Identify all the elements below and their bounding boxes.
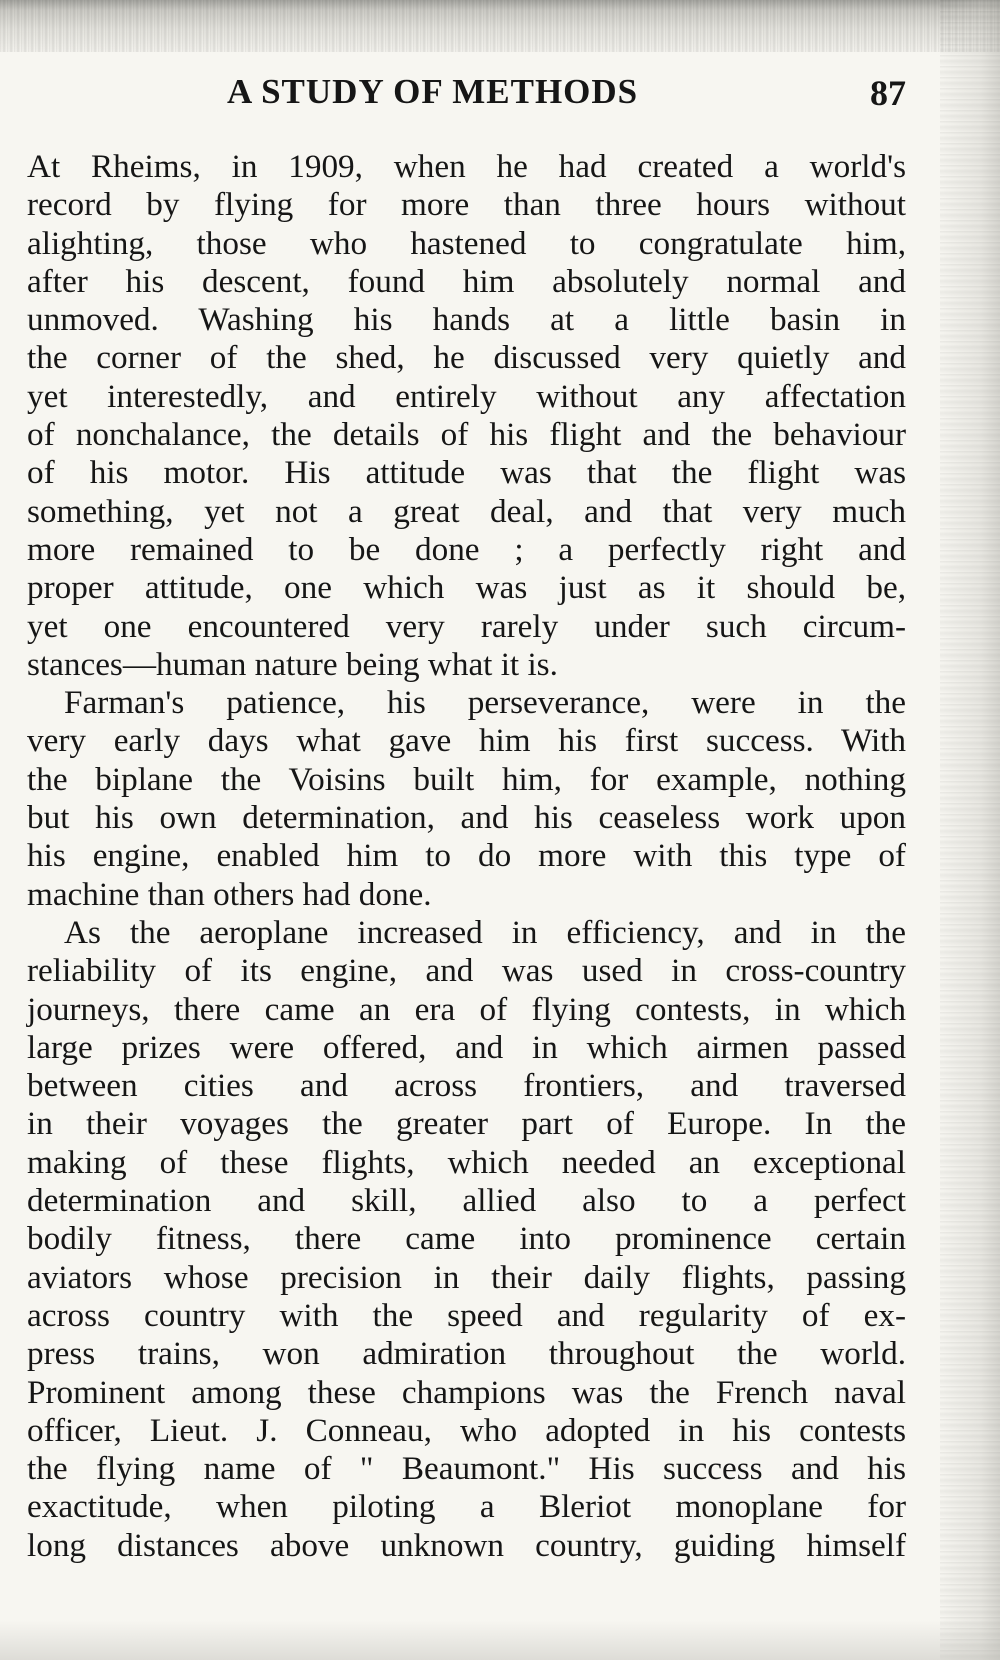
text-line: his engine, enabled him to do more with this type of (27, 837, 906, 875)
scan-top-edge (0, 0, 1000, 52)
running-head (0, 72, 1000, 122)
text-line: the biplane the Voisins built him, for example, nothing (27, 760, 906, 798)
text-line: of his motor. His attitude was that the flight was (27, 454, 906, 492)
page-number: 87 (870, 73, 906, 113)
running-head-title: A STUDY OF METHODS (227, 72, 639, 111)
text-line: journeys, there came an era of flying contests, in which (27, 990, 906, 1028)
text-line: officer, Lieut. J. Conneau, who adopted in his contests (27, 1411, 906, 1449)
text-line: proper attitude, one which was just as it should be, (27, 569, 906, 607)
text-line: alighting, those who hastened to congratulate him, (27, 224, 906, 262)
text-line: yet one encountered very rarely under such circum- (27, 607, 906, 645)
body-text (27, 148, 906, 1565)
text-line: machine than others had done. (27, 875, 432, 913)
text-line: unmoved. Washing his hands at a little basin in (27, 301, 906, 339)
text-line: stances—human nature being what it is. (27, 645, 558, 683)
text-line: At Rheims, in 1909, when he had created a world's (27, 148, 906, 185)
scan-bottom-edge (0, 1620, 1000, 1660)
text-line: making of these flights, which needed an exceptional (27, 1143, 906, 1181)
text-line: Farman's patience, his perseverance, were in the (64, 684, 906, 722)
text-line: exactitude, when piloting a Bleriot monoplane for (27, 1488, 906, 1526)
text-line: record by flying for more than three hours without (27, 186, 906, 224)
text-line: across country with the speed and regularity of ex- (27, 1296, 906, 1334)
text-line: bodily fitness, there came into prominence certain (27, 1220, 906, 1258)
text-line: something, yet not a great deal, and that very much (27, 492, 906, 530)
text-line: yet interestedly, and entirely without any affectation (27, 377, 906, 415)
text-line: aviators whose precision in their daily flights, passing (27, 1258, 906, 1296)
text-line: the corner of the shed, he discussed very quietly and (27, 339, 906, 377)
text-line: between cities and across frontiers, and traversed (27, 1067, 906, 1105)
text-line: in their voyages the greater part of Europe. In the (27, 1105, 906, 1143)
text-line: Prominent among these champions was the French naval (27, 1373, 906, 1411)
text-line: more remained to be done ; a perfectly right and (27, 530, 906, 568)
text-line: press trains, won admiration throughout the world. (27, 1335, 906, 1373)
text-line: the flying name of " Beaumont." His success and his (27, 1450, 906, 1488)
text-line: reliability of its engine, and was used in cross-country (27, 952, 906, 990)
text-line: but his own determination, and his ceaseless work upon (27, 799, 906, 837)
text-line: large prizes were offered, and in which airmen passed (27, 1028, 906, 1066)
text-line: long distances above unknown country, guiding himself (27, 1526, 906, 1564)
text-line: after his descent, found him absolutely normal and (27, 262, 906, 300)
text-line: of nonchalance, the details of his flight and the behaviour (27, 416, 906, 454)
text-line: very early days what gave him his first success. With (27, 722, 906, 760)
text-line: determination and skill, allied also to a perfect (27, 1182, 906, 1220)
text-line: As the aeroplane increased in efficiency, and in the (64, 913, 906, 951)
scan-right-edge (940, 0, 1000, 1660)
